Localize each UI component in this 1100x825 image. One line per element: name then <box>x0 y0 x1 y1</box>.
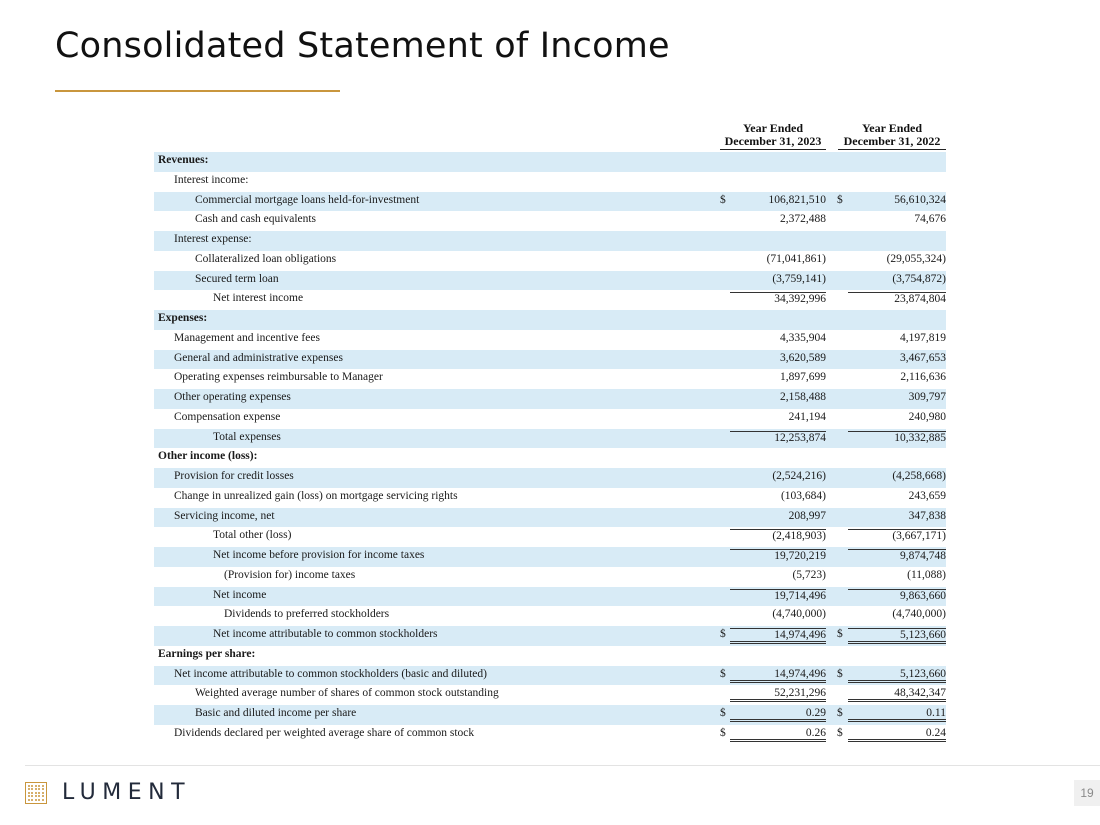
table-row <box>154 725 946 745</box>
table-row <box>154 251 946 271</box>
value-2022: 0.11 <box>848 707 946 722</box>
value-2022: 9,874,748 <box>848 549 946 562</box>
currency-symbol: $ <box>837 726 843 739</box>
title-underline <box>55 90 340 92</box>
currency-symbol: $ <box>720 193 726 206</box>
value-2023: 1,897,699 <box>780 371 826 384</box>
value-2023: (4,740,000) <box>772 608 826 621</box>
table-row <box>154 211 946 231</box>
currency-symbol: $ <box>720 726 726 739</box>
row-label: Servicing income, net <box>174 509 275 522</box>
table-row <box>154 705 946 725</box>
table-row <box>154 587 946 607</box>
value-2023: 12,253,874 <box>730 431 826 444</box>
table-row <box>154 666 946 686</box>
table-row <box>154 488 946 508</box>
value-2023: 34,392,996 <box>730 292 826 305</box>
row-label: Total expenses <box>213 430 281 443</box>
value-2023: 14,974,496 <box>730 668 826 683</box>
value-2023: 19,720,219 <box>730 549 826 562</box>
table-row <box>154 192 946 212</box>
table-row <box>154 547 946 567</box>
value-2023: (5,723) <box>792 568 826 581</box>
column-header-2023 <box>720 122 826 150</box>
table-row <box>154 271 946 291</box>
table-row <box>154 409 946 429</box>
value-2022: 48,342,347 <box>848 687 946 702</box>
table-row <box>154 685 946 705</box>
row-label: Change in unrealized gain (loss) on mortgage servicing rights <box>174 489 458 502</box>
row-label: Other income (loss): <box>158 450 258 463</box>
row-label: Net income attributable to common stockholders <box>213 628 438 640</box>
currency-symbol: $ <box>837 628 843 640</box>
page-title: Consolidated Statement of Income <box>55 26 670 66</box>
row-label: Dividends to preferred stockholders <box>224 608 390 621</box>
currency-symbol: $ <box>720 707 726 719</box>
value-2022: (3,667,171) <box>848 529 946 542</box>
company-logo-text: LUMENT <box>62 780 192 805</box>
table-row <box>154 468 946 488</box>
value-2022: 10,332,885 <box>848 431 946 444</box>
value-2022: 243,659 <box>908 489 946 502</box>
table-row <box>154 231 946 251</box>
table-row <box>154 429 946 449</box>
table-row <box>154 369 946 389</box>
row-label: Net income attributable to common stockholders (basic and diluted) <box>174 667 487 680</box>
row-label: Basic and diluted income per share <box>195 707 357 719</box>
table-row <box>154 626 946 646</box>
value-2022: 309,797 <box>908 391 946 403</box>
value-2022: 0.24 <box>848 727 946 742</box>
currency-symbol: $ <box>837 707 843 719</box>
row-label: Management and incentive fees <box>174 331 320 344</box>
value-2023: 19,714,496 <box>730 589 826 602</box>
row-label: Other operating expenses <box>174 391 291 403</box>
table-row <box>154 448 946 468</box>
value-2023: 106,821,510 <box>768 193 826 206</box>
row-label: Total other (loss) <box>213 529 292 542</box>
column-header-2023-line1: Year Ended <box>742 121 804 135</box>
value-2023: 4,335,904 <box>780 331 826 344</box>
value-2022: 23,874,804 <box>848 292 946 305</box>
value-2022: (29,055,324) <box>886 252 946 265</box>
table-row <box>154 646 946 666</box>
table-row <box>154 606 946 626</box>
value-2022: 2,116,636 <box>900 371 946 384</box>
column-header-2022 <box>838 122 946 150</box>
row-label: Interest expense: <box>174 233 252 245</box>
row-label: Dividends declared per weighted average share of common stock <box>174 726 475 739</box>
row-label: Net income <box>213 588 267 601</box>
value-2022: 4,197,819 <box>900 331 946 344</box>
dot-grid-icon <box>25 782 47 804</box>
row-label: Expenses: <box>158 312 208 324</box>
table-row <box>154 290 946 310</box>
value-2022: 347,838 <box>908 509 946 522</box>
value-2022: 5,123,660 <box>848 628 946 644</box>
row-label: Cash and cash equivalents <box>195 213 317 226</box>
value-2023: 52,231,296 <box>730 687 826 702</box>
column-header-2023-line2: December 31, 2023 <box>720 135 826 150</box>
table-row <box>154 172 946 192</box>
row-label: Net interest income <box>213 292 304 305</box>
table-row <box>154 389 946 409</box>
row-label: Compensation expense <box>174 410 281 423</box>
value-2022: (3,754,872) <box>892 272 946 285</box>
value-2023: 3,620,589 <box>780 351 826 364</box>
value-2023: 2,158,488 <box>780 391 826 403</box>
value-2023: (71,041,861) <box>766 252 826 265</box>
value-2023: 0.29 <box>730 707 826 722</box>
row-label: Weighted average number of shares of common stock outstanding <box>195 687 499 700</box>
value-2022: 74,676 <box>914 213 946 226</box>
row-label: Commercial mortgage loans held-for-investment <box>195 193 420 206</box>
value-2022: 56,610,324 <box>894 193 946 206</box>
row-label: Earnings per share: <box>158 647 256 660</box>
value-2023: 241,194 <box>788 410 826 423</box>
row-label: Interest income: <box>174 173 249 186</box>
row-label: General and administrative expenses <box>174 351 343 364</box>
value-2022: (4,258,668) <box>892 470 946 482</box>
table-row <box>154 330 946 350</box>
table-row <box>154 310 946 330</box>
column-header-2022-line1: Year Ended <box>861 121 923 135</box>
row-label: Operating expenses reimbursable to Manager <box>174 371 383 384</box>
column-header-2022-line2: December 31, 2022 <box>838 135 946 150</box>
row-label: (Provision for) income taxes <box>224 568 356 581</box>
value-2023: 0.26 <box>730 727 826 742</box>
row-label: Collateralized loan obligations <box>195 252 337 265</box>
table-row <box>154 350 946 370</box>
row-label: Provision for credit losses <box>174 470 294 482</box>
currency-symbol: $ <box>720 667 726 680</box>
value-2022: (11,088) <box>907 568 946 581</box>
currency-symbol: $ <box>837 667 843 680</box>
currency-symbol: $ <box>720 628 726 640</box>
row-label: Net income before provision for income taxes <box>213 549 425 561</box>
table-body <box>154 152 946 745</box>
value-2022: (4,740,000) <box>892 608 946 621</box>
value-2022: 9,863,660 <box>848 589 946 602</box>
table-row <box>154 508 946 528</box>
value-2022: 240,980 <box>908 410 946 423</box>
value-2023: (2,418,903) <box>730 529 826 542</box>
value-2023: 14,974,496 <box>730 628 826 644</box>
currency-symbol: $ <box>837 193 843 206</box>
income-statement-table <box>154 122 946 745</box>
value-2023: 208,997 <box>788 509 826 522</box>
page-number: 19 <box>1074 780 1100 806</box>
value-2022: 5,123,660 <box>848 668 946 683</box>
table-header <box>154 122 946 152</box>
value-2023: (3,759,141) <box>772 272 826 285</box>
value-2023: 2,372,488 <box>780 213 826 226</box>
footer-divider <box>25 765 1100 766</box>
table-row <box>154 527 946 547</box>
row-label: Revenues: <box>158 154 209 166</box>
value-2023: (103,684) <box>780 489 826 502</box>
row-label: Secured term loan <box>195 272 279 285</box>
value-2023: (2,524,216) <box>772 470 826 482</box>
value-2022: 3,467,653 <box>900 351 946 364</box>
table-row <box>154 567 946 587</box>
table-row <box>154 152 946 172</box>
